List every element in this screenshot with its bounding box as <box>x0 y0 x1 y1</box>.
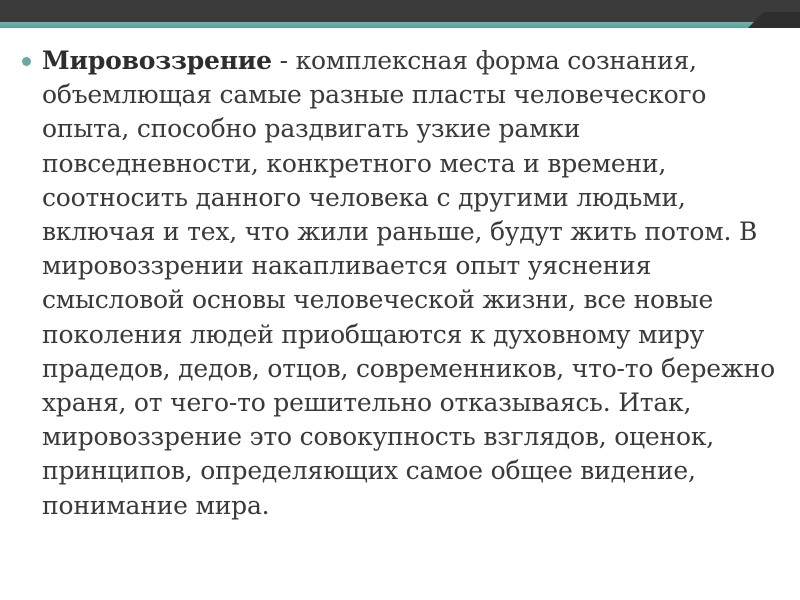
slide-header-bar <box>0 0 800 22</box>
definition-text: - комплексная форма сознания, объемлющая самые разные пласты человеческого опыта, способно раздвигать узкие рамки повседневности, конкретного места и времени, соотносить данного человека с другими людьми, включая и тех, что жили раньше, будут жить потом. В мировоззрении накапливается опыт уяснения смысловой основы человеческой жизни, все новые поколения людей приобщаются к духовному миру прадедов, дедов, отцов, современников, что-то бережно храня, от чего-то решительно отказываясь. Итак, мировоззрение это совокупность взглядов, оценок, принципов, определяющих самое общее видение, понимание мира. <box>42 46 775 520</box>
definition-term: Мировоззрение <box>42 46 272 75</box>
bullet-dot-icon <box>22 57 31 66</box>
bullet-paragraph <box>20 44 790 523</box>
slide-content <box>20 44 790 523</box>
accent-stripe <box>0 22 800 28</box>
